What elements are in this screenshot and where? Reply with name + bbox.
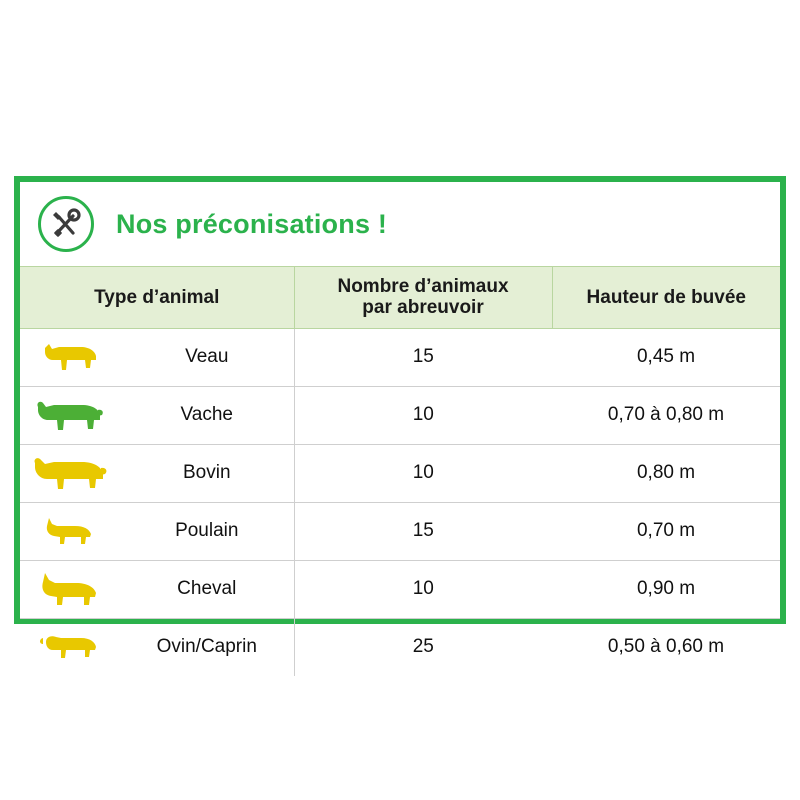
table-row (20, 502, 780, 560)
foal-icon (20, 502, 120, 560)
horse-icon (20, 560, 120, 618)
cow-icon (20, 386, 120, 444)
calf-icon (20, 328, 120, 386)
table-row (20, 386, 780, 444)
column-header-type: Type d’animal (20, 267, 294, 329)
column-header-height: Hauteur de buvée (552, 267, 780, 329)
column-header-number-line1: Nombre d’animaux (337, 276, 509, 297)
table-header-row (20, 267, 780, 329)
cell-height: 0,80 m (552, 444, 780, 502)
cell-height: 0,50 à 0,60 m (607, 636, 725, 658)
cell-type: Poulain (120, 502, 294, 560)
cell-type: Ovin/Caprin (120, 618, 294, 676)
cell-number: 10 (294, 444, 552, 502)
card-header (20, 182, 780, 266)
table-row (20, 618, 780, 676)
cell-height: 0,70 à 0,80 m (552, 386, 780, 444)
cell-type: Vache (120, 386, 294, 444)
card-title: Nos préconisations ! (116, 208, 388, 239)
column-header-number (294, 267, 552, 329)
sheep-icon (20, 618, 120, 676)
cell-height: 0,90 m (552, 560, 780, 618)
cell-number: 10 (294, 560, 552, 618)
table-row (20, 560, 780, 618)
tools-wrench-screwdriver-icon (38, 196, 94, 252)
cell-number: 10 (294, 386, 552, 444)
column-header-number-line2: par abreuvoir (362, 297, 484, 319)
cell-type: Veau (120, 328, 294, 386)
table-header (20, 267, 780, 329)
preconisations-table (20, 266, 780, 676)
cell-number: 15 (294, 328, 552, 386)
bull-icon (20, 444, 120, 502)
cell-height: 0,45 m (552, 328, 780, 386)
cell-type: Cheval (120, 560, 294, 618)
cell-number: 15 (294, 502, 552, 560)
cell-number: 25 (412, 636, 434, 658)
preconisations-card (14, 176, 786, 658)
table-row (20, 444, 780, 502)
cell-height: 0,70 m (552, 502, 780, 560)
table-body (20, 328, 780, 676)
cell-type: Bovin (120, 444, 294, 502)
table-row (20, 328, 780, 386)
